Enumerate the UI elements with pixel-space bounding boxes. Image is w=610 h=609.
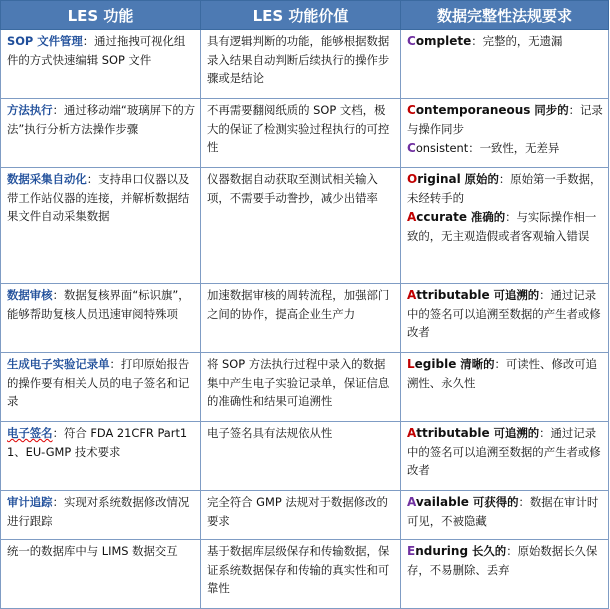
requirement-chinese-term: 准确的: [466, 210, 506, 225]
cell-compliance-requirement: [401, 422, 609, 491]
requirement-word: egible: [414, 357, 457, 371]
requirement-word: ttributable: [416, 426, 490, 440]
cell-compliance-requirement: [401, 99, 609, 168]
requirement-description: ：数据在审计时可见，不被隐藏: [407, 495, 599, 528]
requirement-initial: C: [407, 34, 416, 48]
requirement-description: ：原始第一手数据，未经转手的: [407, 172, 602, 205]
value-text: 基于数据库层级保存和传输数据，保证系统数据保存和传输的真实性和可靠性: [207, 544, 390, 596]
requirement-word: ontemporaneous: [415, 103, 531, 117]
requirement-chinese-term: 清晰的: [456, 357, 495, 371]
requirement-description: ：记录与操作同步: [407, 103, 603, 136]
function-description: 统一的数据库中与 LIMS 数据交互: [7, 544, 178, 558]
cell-les-value: [201, 168, 401, 284]
cell-les-value: [201, 99, 401, 168]
requirement-initial: A: [407, 210, 417, 225]
function-title: 数据采集自动化: [7, 172, 87, 186]
cell-les-value: [201, 540, 401, 609]
requirement-initial: A: [407, 495, 416, 509]
requirement-word: riginal: [417, 172, 461, 186]
function-title: 电子签名: [7, 426, 53, 440]
requirement-word: omplete: [415, 34, 472, 48]
cell-compliance-requirement: [401, 353, 609, 422]
cell-compliance-requirement: [401, 491, 609, 540]
requirement-item: [407, 170, 604, 207]
function-title: 生成电子实验记录单: [7, 357, 110, 371]
requirement-chinese-term: 同步的: [530, 103, 569, 117]
value-text: 仪器数据自动获取至测试相关输入项，不需要手动誊抄，减少出错率: [207, 172, 378, 205]
cell-les-function: [1, 30, 201, 99]
requirement-item: [407, 208, 604, 245]
value-text: 不再需要翻阅纸质的 SOP 文档，极大的保证了检测实验过程执行的可控性: [207, 103, 390, 155]
requirement-description: ：通过记录中的签名可以追溯至数据的产生者或修改者: [407, 288, 601, 340]
function-title: 审计追踪: [7, 495, 53, 509]
requirement-chinese-term: 可获得的: [468, 495, 519, 509]
requirement-description: ：可读性、修改可追溯性、永久性: [407, 357, 598, 390]
function-description: ：数据复核界面“标识旗”，能够帮助复核人员迅速审阅特殊项: [7, 288, 190, 321]
function-description: ：通过移动端“玻璃屏下的方法”执行分析方法操作步骤: [7, 103, 196, 136]
requirement-chinese-term: 长久的: [468, 544, 507, 558]
function-title: 数据审核: [7, 288, 53, 302]
requirement-initial: A: [407, 288, 417, 302]
value-text: 完全符合 GMP 法规对于数据修改的要求: [207, 495, 388, 528]
requirement-word: ttributable: [416, 288, 490, 302]
requirement-initial: C: [407, 103, 416, 117]
requirement-description: ：一致性，无差异: [468, 141, 560, 156]
function-title: SOP 文件管理: [7, 34, 83, 48]
function-description: ：通过拖拽可视化组件的方式快速编辑 SOP 文件: [7, 34, 186, 67]
requirement-initial: A: [407, 426, 417, 440]
table-row: [1, 284, 609, 353]
cell-les-value: [201, 353, 401, 422]
cell-les-function: [1, 99, 201, 168]
function-description: ：支持串口仪器以及带工作站仪器的连接，并解析数据结果文件自动采集数据: [7, 172, 190, 224]
cell-compliance-requirement: [401, 284, 609, 353]
requirement-item: [407, 286, 604, 342]
requirement-description: ：通过记录中的签名可以追溯至数据的产生者或修改者: [407, 426, 601, 478]
table-row: [1, 540, 609, 609]
function-title: 方法执行: [7, 103, 53, 117]
requirement-description: ：原始数据长久保存，不易删除、丢弃: [407, 544, 598, 577]
cell-compliance-requirement: [401, 168, 609, 284]
cell-les-value: [201, 491, 401, 540]
header-row: [1, 1, 609, 30]
requirement-initial: E: [407, 544, 416, 558]
table-row: [1, 30, 609, 99]
requirement-item: [407, 424, 604, 480]
table-row: [1, 99, 609, 168]
table-row: [1, 422, 609, 491]
cell-les-value: [201, 422, 401, 491]
requirement-initial: O: [407, 172, 418, 186]
cell-les-function: [1, 540, 201, 609]
cell-les-value: [201, 284, 401, 353]
requirement-item: [407, 493, 604, 530]
value-text: 电子签名具有法规依从性: [207, 426, 333, 440]
cell-les-function: [1, 284, 201, 353]
requirement-word: ccurate: [416, 210, 467, 225]
requirement-description: ：完整的，无遗漏: [471, 34, 563, 48]
requirement-word: vailable: [415, 495, 469, 509]
cell-les-function: [1, 491, 201, 540]
table-row: [1, 353, 609, 422]
value-text: 加速数据审核的周转流程，加强部门之间的协作，提高企业生产力: [207, 288, 390, 321]
header-compliance-requirement: 数据完整性法规要求: [401, 1, 609, 30]
requirement-word: nduring: [415, 544, 469, 558]
requirement-item: [407, 139, 604, 158]
requirement-initial: L: [407, 357, 415, 371]
header-les-value: LES 功能价值: [201, 1, 401, 30]
function-description: ：符合 FDA 21CFR Part11、EU-GMP 技术要求: [7, 426, 188, 459]
cell-les-function: [1, 168, 201, 284]
requirement-word: onsistent: [415, 141, 469, 156]
cell-compliance-requirement: [401, 30, 609, 99]
cell-les-value: [201, 30, 401, 99]
function-description: ：实现对系统数据修改情况进行跟踪: [7, 495, 190, 528]
value-text: 将 SOP 方法执行过程中录入的数据集中产生电子实验记录单，保证信息的准确性和结果可追溯性: [207, 357, 390, 409]
requirement-description: ：与实际操作相一致的，无主观造假或者客观输入错误: [407, 210, 597, 243]
cell-les-function: [1, 353, 201, 422]
header-les-function: LES 功能: [1, 1, 201, 30]
function-description: ：打印原始报告的操作要有相关人员的电子签名和记录: [7, 357, 190, 409]
cell-les-function: [1, 422, 201, 491]
cell-compliance-requirement: [401, 540, 609, 609]
requirement-item: [407, 32, 604, 51]
value-text: 具有逻辑判断的功能，能够根据数据录入结果自动判断后续执行的操作步骤或是结论: [207, 34, 390, 86]
requirement-chinese-term: 原始的: [460, 172, 499, 186]
table-row: [1, 491, 609, 540]
requirement-chinese-term: 可追溯的: [489, 288, 540, 302]
requirement-chinese-term: 可追溯的: [489, 426, 540, 440]
table-row: [1, 168, 609, 284]
requirement-initial: C: [407, 141, 416, 156]
requirement-item: [407, 355, 604, 392]
requirement-item: [407, 542, 604, 579]
requirement-item: [407, 101, 604, 138]
